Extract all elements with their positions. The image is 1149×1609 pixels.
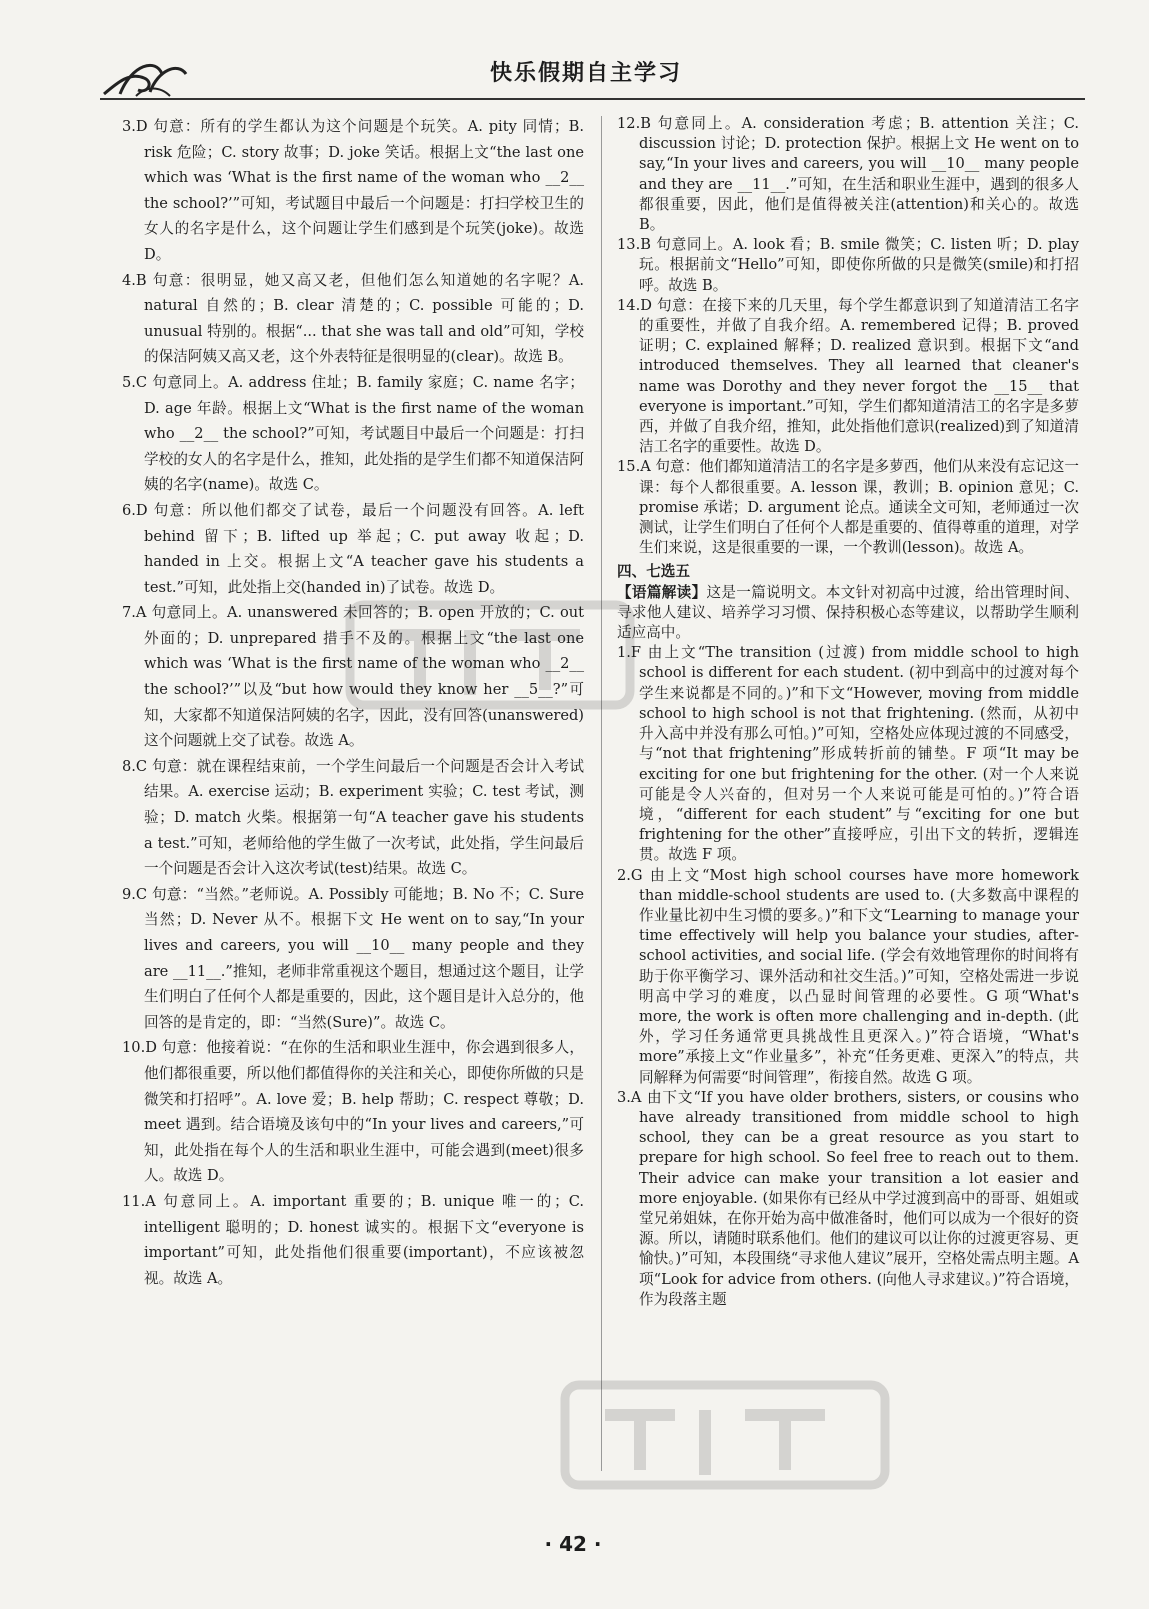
section-heading: 四、七选五 xyxy=(617,563,690,581)
answer-item: 12.B 句意同上。A. consideration 考虑；B. attention 关注；C. discussion 讨论；D. protection 保护。根据上文 He went on to say,“In your lives and careers, you will __10__ many people and they are __11__.”可知，在生活和职业生涯中，遇到的很多人都很重要，因此，他们是值得被关注(attention)和关心的。故选 B。 xyxy=(617,115,1079,234)
answer-item: 7.A 句意同上。A. unanswered 未回答的；B. open 开放的；C. out 外面的；D. unprepared 措手不及的。根据上文“the last one which was ‘What is the first name of the woman who __2__ the school?’”以及“but how would they know her __5__?”可知，大家都不知道保洁阿姨的名字，因此，没有回答(unanswered)这个问题就上交了试卷。故选 A。 xyxy=(122,604,584,750)
answer-item: 4.B 句意：很明显，她又高又老，但他们怎么知道她的名字呢？A. natural 自然的；B. clear 清楚的；C. possible 可能的；D. unusual 特别的。根据“... that she was tall and old”可知，学校的保洁阿姨又高又老，这个外表特征是很明显的(clear)。故选 B。 xyxy=(122,271,584,366)
header-rule xyxy=(100,98,1085,100)
answer-item: 15.A 句意：他们都知道清洁工的名字是多萝西，他们从来没有忘记这一课：每个人都很重要。A. lesson 课，教训；B. opinion 意见；C. promise 承诺；D. argument 论点。通读全文可知，老师通过一次测试，让学生们明白了任何个人都是重要的、值得尊重的道理，对学生们来说，这是很重要的一课，一个教训(lesson)。故选 A。 xyxy=(617,458,1079,557)
answer-item: 3.A 由下文“If you have older brothers, sisters, or cousins who have already transitioned from middle school to high school, they can be a great resource as you start to prepare for high school. So feel free to reach out to them. Their advice can make your transition a lot easier and more enjoyable. (如果你有已经从中学过渡到高中的哥哥、姐姐或堂兄弟姐妹，在你开始为高中做准备时，他们可以成为一个很好的资源。所以，请随时联系他们。他们的建议可以让你的过渡更容易、更愉快。)”可知，本段围绕“寻求他人建议”展开，空格处需点明主题。A 项“Look for advice from others. (向他人寻求建议。)”符合语境，作为段落主题 xyxy=(617,1088,1079,1308)
answer-item: 9.C 句意：“当然。”老师说。A. Possibly 可能地；B. No 不；C. Sure 当然；D. Never 从不。根据下文 He went on to say,“In your lives and careers, you will __10__ many people and they are __11__.”推知，老师非常重视这个题目，想通过这个题目，让学生们明白了任何个人都是重要的，因此，这个题目是计入总分的，他回答的是肯定的，即：“当然(Sure)”。故选 C。 xyxy=(122,885,584,1031)
answer-item: 3.D 句意：所有的学生都认为这个问题是个玩笑。A. pity 同情；B. risk 危险；C. story 故事；D. joke 笑话。根据上文“the last one which was ‘What is the first name of the woman who __2__ the school?’”可知，考试题目中最后一个问题是：打扫学校卫生的女人的名字是什么，这个问题让学生们感到是个玩笑(joke)。故选 D。 xyxy=(122,118,584,263)
analysis-paragraph xyxy=(617,583,1079,644)
answer-item: 6.D 句意：所以他们都交了试卷，最后一个问题没有回答。A. left behind 留下；B. lifted up 举起；C. put away 收起；D. handed in 上交。根据上文“A teacher gave his students a test.”可知，此处指上交(handed in)了试卷。故选 D。 xyxy=(122,501,584,596)
watermark-stamp-icon xyxy=(555,1370,895,1500)
analysis-tag: 【语篇解读】 xyxy=(617,583,707,601)
answer-item: 14.D 句意：在接下来的几天里，每个学生都意识到了知道清洁工名字的重要性，并做了自我介绍。A. remembered 记得；B. proved 证明；C. explained 解释；D. realized 意识到。根据下文“and introduced themselves. They all learned that cleaner's name was Dorothy and they never forgot the __15__ that everyone is important.”可知，学生们都知道清洁工的名字是多萝西，并做了自我介绍，推知，此处指他们意识(realized)到了知道清洁工名字的重要性。故选 D。 xyxy=(617,296,1079,456)
answer-item: 2.G 由上文“Most high school courses have more homework than middle-school students are used to. (大多数高中课程的作业量比初中生习惯的要多。)”和下文“Learning to manage your time effectively will help you balance your studies, after-school activities, and social life. (学会有效地管理你的时间将有助于你平衡学习、课外活动和社交生活。)”可知，空格处需进一步说明高中学习的难度，以凸显时间管理的必要性。G 项“What's more, the work is often more challenging and in-depth. (此外，学习任务通常更具挑战性且更深入。)”符合语境，“What's more”承接上文“作业量多”，补充“任务更难、更深入”的特点，共同解释为何需要“时间管理”，衔接自然。故选 G 项。 xyxy=(617,866,1079,1086)
answer-item: 13.B 句意同上。A. look 看；B. smile 微笑；C. listen 听；D. play 玩。根据前文“Hello”可知，即使你所做的只是微笑(smile)和打招呼。故选 B。 xyxy=(617,236,1079,294)
page-header xyxy=(0,0,1149,110)
answer-item: 5.C 句意同上。A. address 住址；B. family 家庭；C. name 名字；D. age 年龄。根据上文“What is the first name of the woman who __2__ the school?”可知，考试题目中最后一个问题是：打扫学校的女人的名字是什么，推知，此处指的是学生们都不知道保洁阿姨的名字(name)。故选 C。 xyxy=(122,373,584,494)
column-divider xyxy=(601,116,602,1471)
page-number: · 42 · xyxy=(544,1532,602,1556)
header-title: 快乐假期自主学习 xyxy=(490,61,683,86)
analysis-text: 这是一篇说明文。本文针对初高中过渡，给出管理时间、寻求他人建议、培养学习习惯、保持积极心态等建议，以帮助学生顺利适应高中。 xyxy=(617,583,1079,642)
answer-item: 8.C 句意：就在课程结束前，一个学生问最后一个问题是否会计入考试结果。A. exercise 运动；B. experiment 实验；C. test 考试，测验；D. match 火柴。根据第一句“A teacher gave his students a test.”可知，老师给他的学生做了一次考试，此处指，学生问最后一个问题是否会计入这次考试(test)结果。故选 C。 xyxy=(122,757,584,878)
left-column xyxy=(122,114,584,1291)
answer-item: 11.A 句意同上。A. important 重要的；B. unique 唯一的；C. intelligent 聪明的；D. honest 诚实的。根据下文“everyone is important”可知，此处指他们很重要(important)，不应该被忽视。故选 A。 xyxy=(122,1192,584,1287)
swirl-logo-icon xyxy=(100,52,190,100)
right-column xyxy=(617,114,1079,1310)
answer-item: 10.D 句意：他接着说：“在你的生活和职业生涯中，你会遇到很多人，他们都很重要，所以他们都值得你的关注和关心，即使你所做的只是微笑和打招呼”。A. love 爱；B. help 帮助；C. respect 尊敬；D. meet 遇到。结合语境及该句中的“In your lives and careers,”可知，此处指在每个人的生活和职业生涯中，可能会遇到(meet)很多人。故选 D。 xyxy=(122,1039,584,1185)
answer-item: 1.F 由上文“The transition (过渡) from middle school to high school is different for each student. (初中到高中的过渡对每个学生来说都是不同的。)”和下文“However, moving from middle school to high school is not that frightening. (然而，从初中升入高中并没有那么可怕。)”可知，空格处应体现过渡的不同感受，与“not that frightening”形成转折前的铺垫。F 项“It may be exciting for one but frightening for the other. (对一个人来说可能是令人兴奋的，但对另一个人来说可能是可怕的。)”符合语境，“different for each student”与“exciting for one but frightening for the other”直接呼应，引出下文的转折，逻辑连贯。故选 F 项。 xyxy=(617,644,1079,864)
